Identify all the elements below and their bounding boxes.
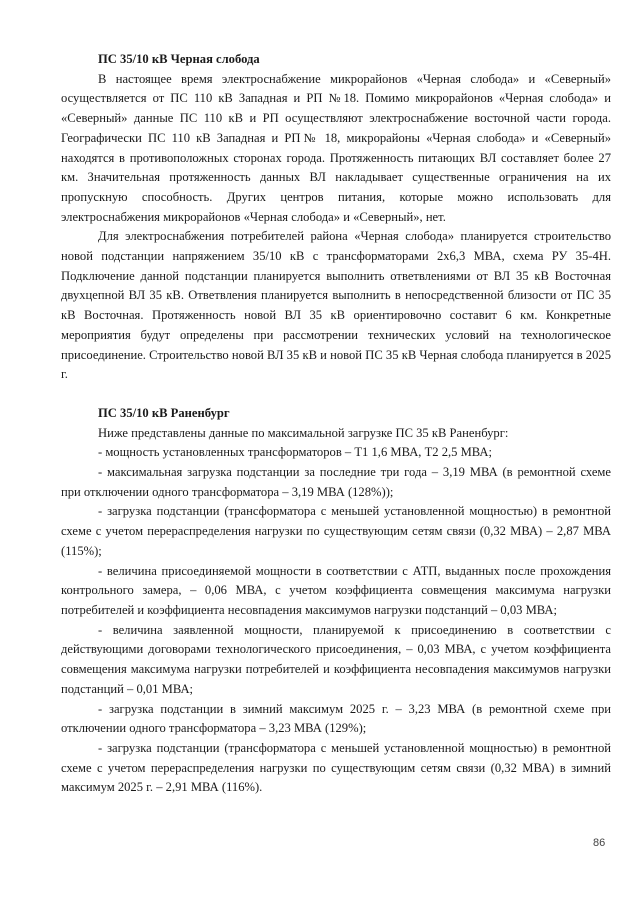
list-item-installed-capacity: - мощность установленных трансформаторов – Т1 1,6 МВА, Т2 2,5 МВА; xyxy=(98,445,493,460)
list-item-declared-power: - величина заявленной мощности, планируемой к присоединению в соответствии с действующими договорами технологического присоединения, – 0,03 МВА, с учетом коэффициента совмещения максимума нагрузки потребителей и коэффициента несовпадения максимумов нагрузки подстанций – 0,01 МВА; xyxy=(61,622,611,696)
list-item-winter-repair-load: - загрузка подстанции (трансформатора с меньшей установленной мощностью) в ремонтной схеме с учетом перераспределения нагрузки по существующим сетям связи (0,32 МВА) в зимний максимум 2025 г. – 2,91 МВА (116%). xyxy=(61,740,611,795)
paragraph-new-substation-plan: Для электроснабжения потребителей района «Черная слобода» планируется строительство новой подстанции напряжением 35/10 кВ с трансформаторами 2х6,3 МВА, схема РУ 35-4Н. Подключение данной подстанции планируется выполнить ответвлениями от ВЛ 35 кВ Восточная двухцепной ВЛ 35 кВ. Ответвления планируется выполнить в непосредственной близости от ПС 35 кВ Восточная. Протяженность новой ВЛ 35 кВ ориентировочно составит 6 км. Конкретные мероприятия будут определены при рассмотрении технических условий на технологическое присоединение. Строительство новой ВЛ 35 кВ и новой ПС 35 кВ Черная слобода планируется в 2025 г. xyxy=(61,229,611,382)
paragraph-load-intro: Ниже представлены данные по максимальной загрузке ПС 35 кВ Раненбург: xyxy=(98,425,509,440)
paragraph-current-supply: В настоящее время электроснабжение микрорайонов «Черная слобода» и «Северный» осуществляется от ПС 110 кВ Западная и РП №18. Помимо микрорайонов «Черная слобода» и «Северный» данные ПС 110 кВ и РП осуществляют электроснабжение восточной части города. Географически ПС 110 кВ Западная и РП№ 18, микрорайоны «Черная слобода» и «Северный» находятся в противоположных сторонах города. Протяженность питающих ВЛ составляет более 27 км. Значительная протяженность данных ВЛ накладывает существенные ограничения на их пропускную способность. Других центров питания, которые можно использовать для электроснабжения микрорайонов «Черная слобода» и «Северный», нет. xyxy=(61,71,611,224)
page-number: 86 xyxy=(593,837,606,849)
section-spacer xyxy=(61,385,611,404)
list-item-winter-max-load: - загрузка подстанции в зимний максимум 2025 г. – 3,23 МВА (в ремонтной схеме при отключении одного трансформатора – 3,23 МВА (129%); xyxy=(61,701,611,736)
list-item-repair-scheme-load: - загрузка подстанции (трансформатора с меньшей установленной мощностью) в ремонтной схеме с учетом перераспределения нагрузки по существующим сетям связи (0,32 МВА) – 2,87 МВА (115%); xyxy=(61,504,611,558)
list-item-connected-power: - величина присоединяемой мощности в соответствии с АТП, выданных после прохождения контрольного замера, – 0,06 МВА, с учетом коэффициента совмещения максимума нагрузки потребителей и коэффициента несовпадения максимумов нагрузки подстанций – 0,03 МВА; xyxy=(61,563,611,617)
list-item-max-load: - максимальная загрузка подстанции за последние три года – 3,19 МВА (в ремонтной схеме при отключении одного трансформатора – 3,19 МВА (128%)); xyxy=(61,465,611,499)
section-heading-ranenburg: ПС 35/10 кВ Раненбург xyxy=(98,405,230,420)
section-heading-chernaya-sloboda: ПС 35/10 кВ Черная слобода xyxy=(98,52,260,66)
document-page xyxy=(61,50,611,798)
